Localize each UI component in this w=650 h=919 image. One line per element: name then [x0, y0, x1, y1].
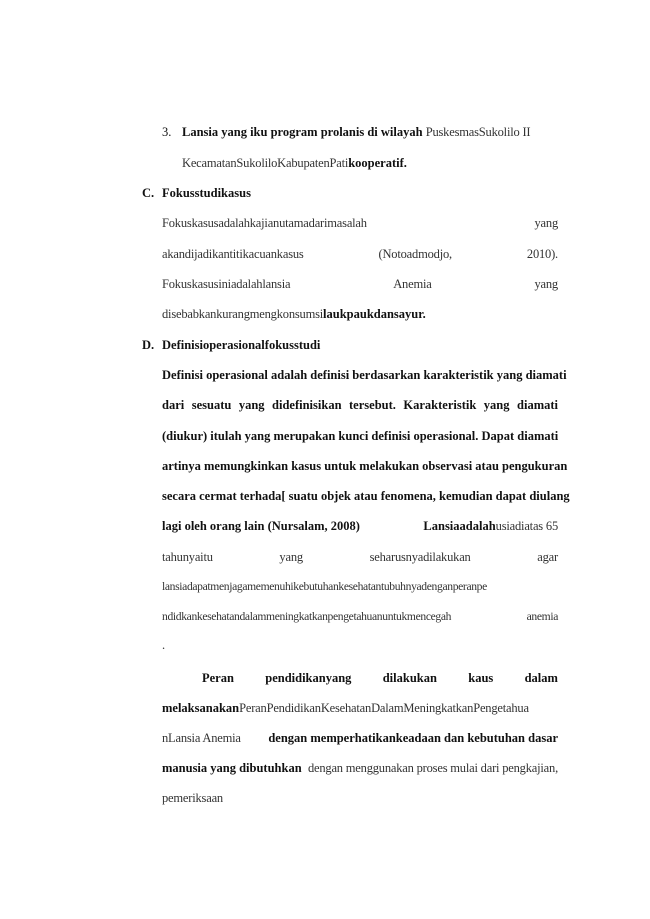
section-c-line3 — [162, 276, 558, 292]
text-span: yang — [534, 277, 558, 291]
text-span: Fokuskasusiniadalahlansia — [162, 277, 291, 291]
text-span: agar — [537, 550, 558, 564]
text-span: usiadiatas 65 — [495, 519, 558, 533]
section-d-line-long2 — [162, 609, 558, 625]
section-d-dot: . — [162, 638, 165, 652]
section-d-p1-line1: Definisi operasional adalah definisi berdasarkan karakteristik yang diamati — [162, 368, 567, 382]
text-span: dengan memperhatikankeadaan dan kebutuhan dasar — [268, 731, 558, 745]
text-span: manusia yang dibutuhkan — [162, 761, 302, 775]
section-d-p1-line5: secara cermat terhada[ suatu objek atau fenomena, kemudian dapat diulang — [162, 489, 570, 503]
item3-line1 — [182, 124, 530, 140]
text-span: Fokuskasusadalahkajianutamadarimasalah — [162, 216, 367, 230]
text-span: Lansiaadalah — [423, 519, 496, 533]
text-span: dalam — [524, 671, 558, 685]
section-d-p1-line4: artinya memungkinkan kasus untuk melakukan observasi atau pengukuran — [162, 459, 568, 473]
text-span: lagi oleh orang lain (Nursalam, 2008) — [162, 519, 360, 533]
text-span: Anemia — [393, 277, 432, 291]
text-span: anemia — [526, 610, 558, 623]
section-c-line1 — [162, 215, 558, 231]
item3-line2-normal: KecamatanSukoliloKabupatenPati — [182, 156, 349, 170]
section-c-line4 — [162, 306, 426, 322]
section-d-line-tahun — [162, 549, 558, 565]
text-span: nLansia Anemia — [162, 731, 241, 745]
section-d-line-long1: lansiadapatmenjagamemenuhikebutuhankesehatantubuhnyadenganperanpe — [162, 580, 487, 593]
text-span: tahunyaitu — [162, 550, 213, 564]
text-span: yang — [534, 216, 558, 230]
section-d-p1-line3: (diukur) itulah yang merupakan kunci definisi operasional. Dapat diamati — [162, 429, 559, 443]
section-d-heading: Definisioperasionalfokusstudi — [162, 338, 321, 352]
text-span: akandijadikantitikacuankasus — [162, 247, 304, 261]
section-d-p2-line4 — [162, 760, 558, 776]
section-d-p2-line1 — [202, 670, 558, 686]
item3-bold-text: Lansia yang iku program prolanis di wilayah — [182, 125, 423, 139]
section-d-p2-line5: pemeriksaan — [162, 791, 223, 805]
text-span: Peran — [202, 671, 234, 685]
text-span: 2010). — [526, 247, 558, 261]
text-span: yang — [279, 550, 303, 564]
text-span: dilakukan — [382, 671, 437, 685]
text-span: ndidkankesehatandalammeningkatkanpengetahuanuntukmencegah — [162, 610, 452, 623]
text-span: dengan menggunakan proses mulai dari pengkajian, — [307, 761, 558, 775]
section-d-letter: D. — [142, 338, 155, 352]
text-span: laukpaukdansayur. — [323, 307, 426, 321]
section-c-letter: C. — [142, 186, 155, 200]
section-c-line2 — [162, 246, 558, 262]
text-span: melaksanakan — [162, 701, 240, 715]
text-span: seharusnyadilakukan — [369, 550, 471, 564]
text-span: pendidikanyang — [265, 671, 352, 685]
item3-normal-text: PuskesmasSukolilo II — [425, 125, 531, 139]
item3-line2-bold: kooperatif. — [348, 156, 407, 170]
text-span: PeranPendidikanKesehatanDalamMeningkatkanPengetahua — [239, 701, 529, 715]
text-span — [423, 518, 558, 534]
item3-line2 — [182, 155, 407, 171]
text-span: disebabkankurangmengkonsumsi — [162, 307, 324, 321]
list-number: 3. — [162, 125, 172, 139]
section-d-p2-line2 — [162, 700, 529, 716]
section-d-p1-line2: dari sesuatu yang didefinisikan tersebut. Karakteristik yang diamati — [162, 398, 558, 412]
section-d-p1-line6 — [162, 518, 558, 534]
text-span: kaus — [468, 671, 494, 685]
section-c-heading: Fokusstudikasus — [162, 186, 251, 200]
text-span: (Notoadmodjo, — [378, 247, 452, 261]
section-d-p2-line3 — [162, 730, 558, 746]
